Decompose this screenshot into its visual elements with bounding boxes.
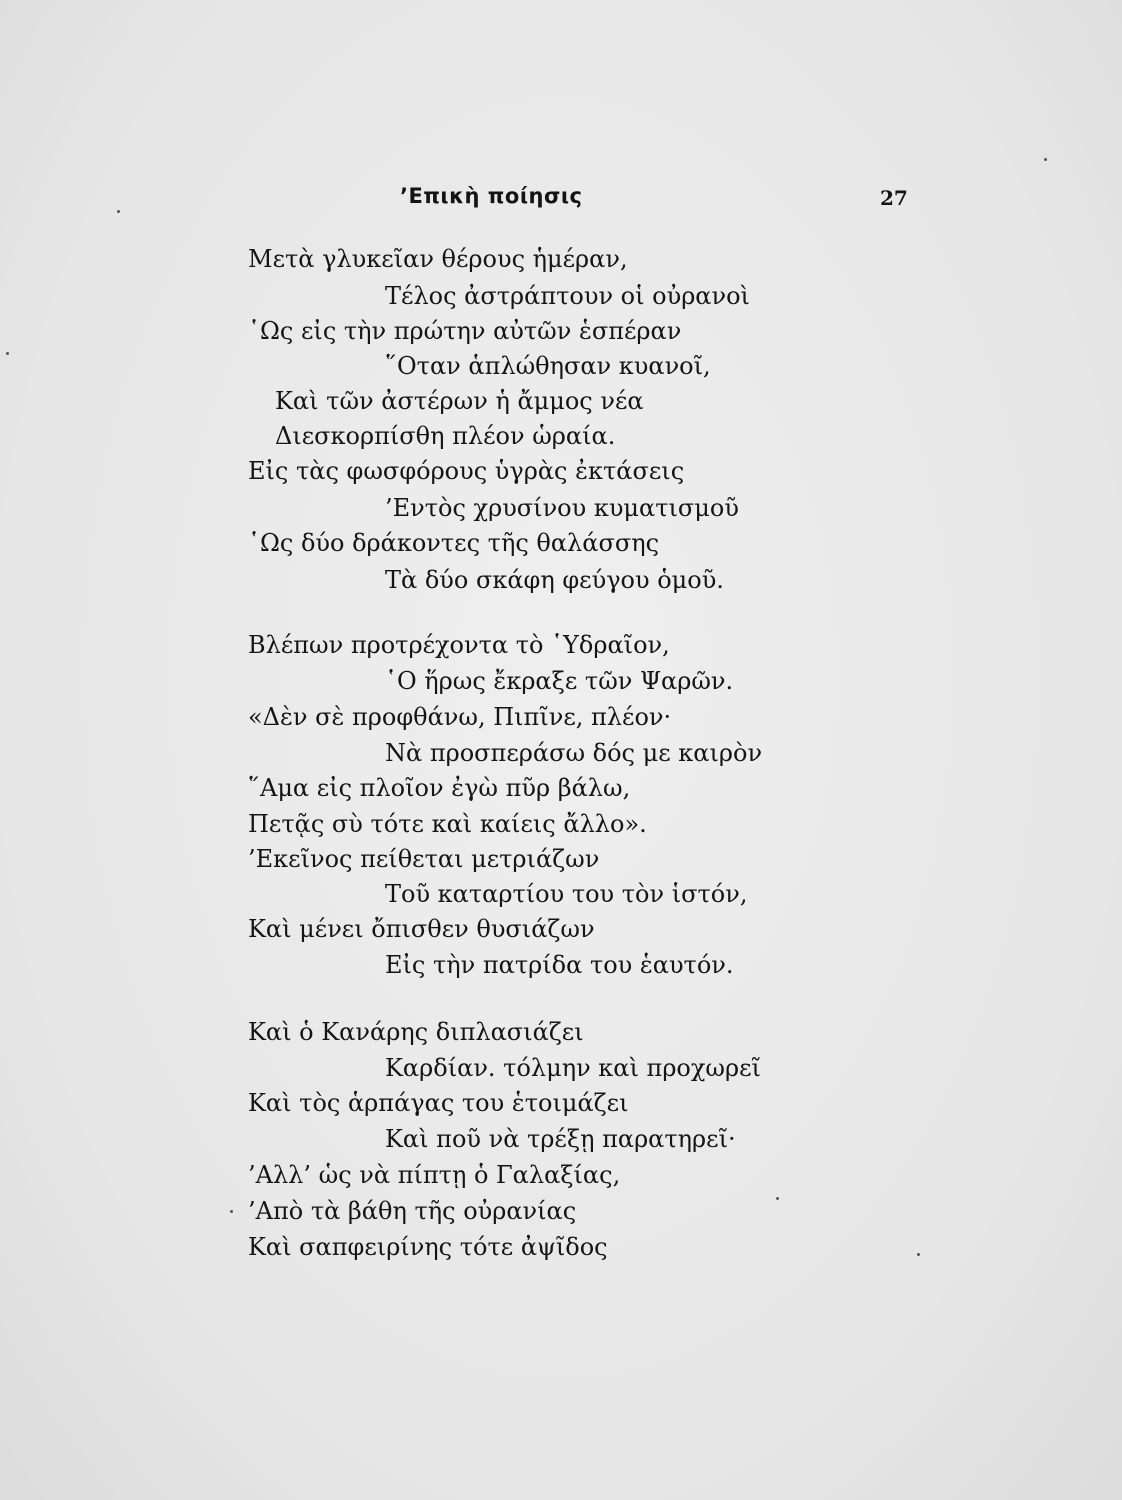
poem-line: Μετὰ γλυκεῖαν θέρους ἡμέραν, [248, 245, 628, 273]
poem-line: Καὶ τὸς ἁρπάγας του ἑτοιμάζει [248, 1089, 629, 1117]
poem-line: ’Εκεῖνος πείθεται μετριάζων [248, 845, 600, 873]
poem-line: Εἰς τὴν πατρίδα του ἑαυτόν. [385, 951, 734, 979]
poem-line: Πετᾷς σὺ τότε καὶ καίεις ἄλλο». [248, 810, 647, 838]
poem-line: ῾Ο ἥρως ἔκραξε τῶν Ψαρῶν. [385, 667, 734, 695]
poem-line: Καὶ ὁ Κανάρης διπλασιάζει [248, 1018, 584, 1046]
poem-line: Καὶ μένει ὄπισθεν θυσιάζων [248, 915, 595, 943]
poem-line: Νὰ προσπεράσω δός με καιρὸν [385, 739, 763, 767]
paper-speck [1044, 158, 1047, 161]
poem-line: ῾Ως εἰς τὴν πρώτην αὐτῶν ἑσπέραν [248, 317, 682, 345]
poem-line: Διεσκορπίσθη πλέον ὡραία. [275, 422, 616, 450]
poem-line: Τέλος ἀστράπτουν οἱ οὐρανοὶ [385, 282, 750, 310]
poem-line: ῞Οταν ἁπλώθησαν κυανοῖ, [385, 352, 711, 380]
poem-line: Τοῦ καταρτίου του τὸν ἱστόν, [385, 880, 748, 908]
poem-line: ’Εντὸς χρυσίνου κυματισμοῦ [385, 494, 739, 522]
running-title: ’Επικὴ ποίησις [400, 184, 583, 208]
paper-speck [230, 1210, 233, 1213]
poem-line: «Δὲν σὲ προφθάνω, Πιπῖνε, πλέον· [248, 703, 672, 731]
poem-line: ’Απὸ τὰ βάθη τῆς οὐρανίας [248, 1197, 577, 1225]
poem-line: Βλέπων προτρέχοντα τὸ ῾Υδραῖον, [248, 631, 670, 659]
paper-speck [6, 352, 9, 355]
poem-line: Εἰς τὰς φωσφόρους ὑγρὰς ἐκτάσεις [248, 457, 685, 485]
poem-line: ’Αλλ’ ὡς νὰ πίπτῃ ὁ Γαλαξίας, [248, 1161, 621, 1189]
paper-speck [917, 1253, 920, 1256]
poem-line: ῞Αμα εἰς πλοῖον ἐγὼ πῦρ βάλω, [248, 774, 631, 802]
paper-speck [117, 210, 120, 213]
paper-speck [776, 1197, 779, 1200]
poem-line: Τὰ δύο σκάφη φεύγου ὁμοῦ. [385, 566, 724, 594]
page-number: 27 [880, 186, 908, 210]
poem-line: ῾Ως δύο δράκοντες τῆς θαλάσσης [248, 529, 660, 557]
poem-line: Καρδίαν. τόλμην καὶ προχωρεῖ [385, 1054, 761, 1082]
poem-line: Καὶ τῶν ἀστέρων ἡ ἄμμος νέα [275, 387, 644, 415]
poem-line: Καὶ σαπφειρίνης τότε ἀψῖδος [248, 1233, 608, 1261]
poem-line: Καὶ ποῦ νὰ τρέξῃ παρατηρεῖ· [385, 1125, 736, 1153]
